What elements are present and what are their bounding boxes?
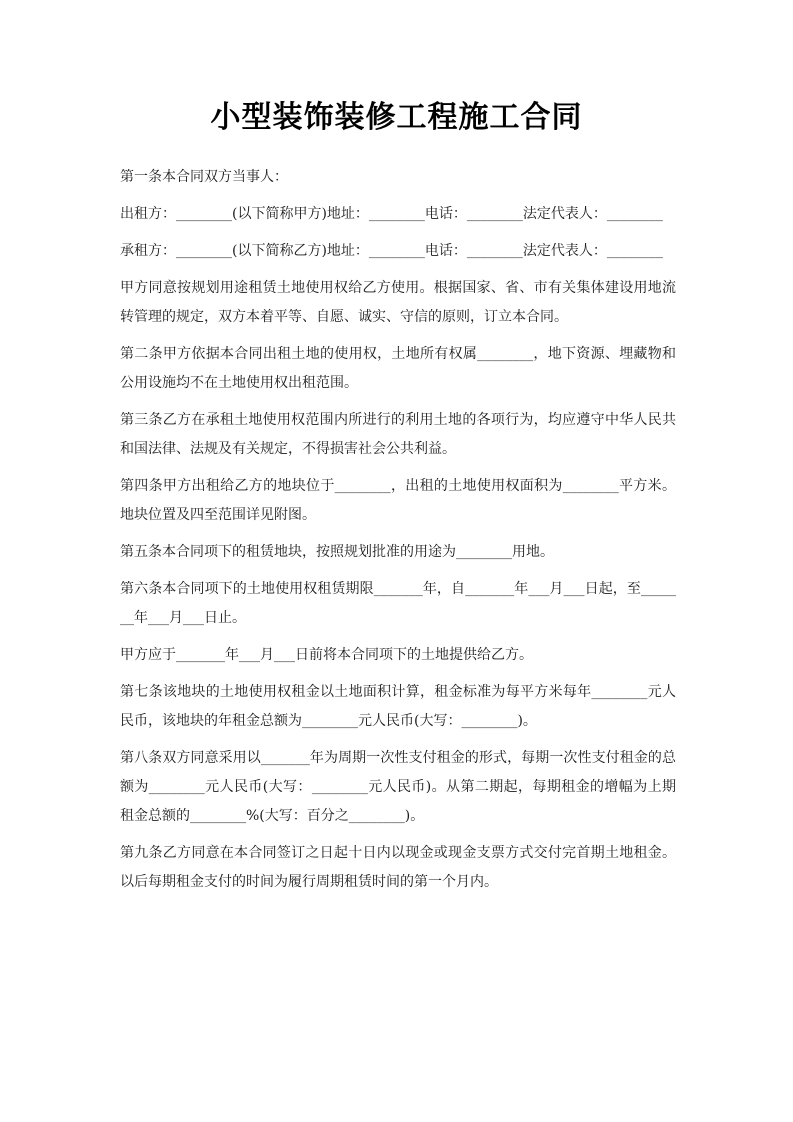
paragraph-lessee: 承租方：________(以下简称乙方)地址：________电话：________法定代表人：________ (120, 243, 663, 259)
paragraph-article-8: 第八条双方同意采用以_______年为周期一次性支付租金的形式，每期一次性支付租金的总额为________元人民币(大写：________元人民币)。从第二期起，每期租金的增幅为上期租金总额的________%(大写：百分之________)。 (120, 750, 676, 824)
paragraph-article-4: 第四条甲方出租给乙方的地块位于________，出租的土地使用权面积为________平方米。地块位置及四至范围详见附图。 (120, 478, 676, 523)
paragraph-article-1: 第一条本合同双方当事人： (120, 169, 288, 185)
document-body (120, 163, 676, 905)
paragraph-article-6: 第六条本合同项下的土地使用权租赁期限_______年，自_______年___月___日起，至_______年___月___日止。 (120, 581, 676, 626)
paragraph-article-9: 第九条乙方同意在本合同签订之日起十日内以现金或现金支票方式交付完首期土地租金。以后每期租金支付的时间为履行周期租赁时间的第一个月内。 (120, 845, 676, 890)
paragraph-article-2: 第二条甲方依据本合同出租土地的使用权，土地所有权属________，地下资源、埋藏物和公用设施均不在土地使用权出租范围。 (120, 346, 676, 391)
paragraph-article-5: 第五条本合同项下的租赁地块，按照规划批准的用途为________用地。 (120, 544, 554, 560)
paragraph-lessor: 出租方：________(以下简称甲方)地址：________电话：________法定代表人：________ (120, 206, 663, 222)
paragraph-preamble: 甲方同意按规划用途租赁土地使用权给乙方使用。根据国家、省、市有关集体建设用地流转管理的规定，双方本着平等、自愿、诚实、守信的原则，订立本合同。 (120, 280, 676, 325)
paragraph-article-7: 第七条该地块的土地使用权租金以土地面积计算，租金标准为每平方米每年________元人民币，该地块的年租金总额为________元人民币(大写：________)。 (120, 684, 676, 729)
document-title: 小型装饰装修工程施工合同 (210, 100, 583, 135)
paragraph-article-3: 第三条乙方在承租土地使用权范围内所进行的利用土地的各项行为，均应遵守中华人民共和国法律、法规及有关规定，不得损害社会公共利益。 (120, 412, 676, 457)
paragraph-delivery-date: 甲方应于_______年___月___日前将本合同项下的土地提供给乙方。 (120, 647, 533, 663)
